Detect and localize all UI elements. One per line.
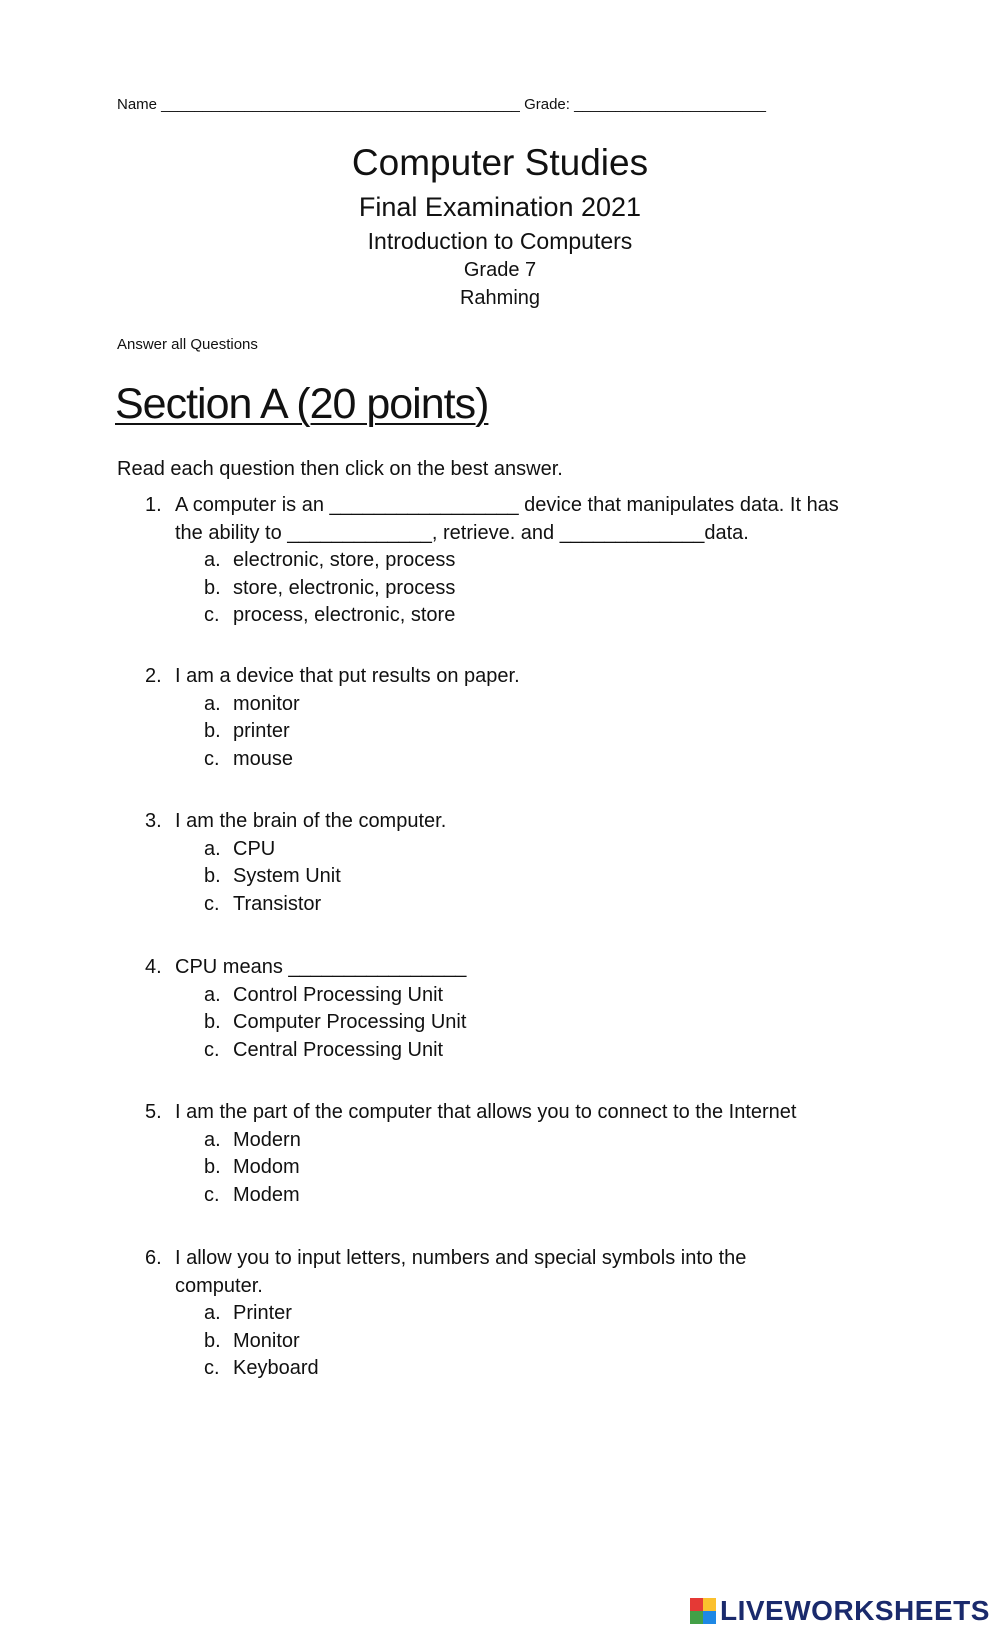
- question-6: [0, 1245, 1000, 1383]
- liveworksheets-logo: [690, 1596, 990, 1626]
- question-text: the ability to _____________, retrieve. and _____________data.: [175, 521, 749, 544]
- question-line: [0, 492, 1000, 520]
- option-text[interactable]: Central Processing Unit: [233, 1038, 444, 1061]
- grade-label: Grade 7: [463, 259, 537, 281]
- option-letter: a.: [204, 1128, 221, 1151]
- option-letter: b.: [204, 576, 221, 599]
- option-letter: a.: [204, 983, 221, 1006]
- question-line: [0, 520, 1000, 548]
- option-letter: c.: [204, 604, 220, 626]
- question-text: computer.: [175, 1274, 263, 1297]
- answer-option[interactable]: [0, 1182, 1000, 1210]
- option-text[interactable]: store, electronic, process: [233, 576, 456, 599]
- question-text: CPU means ________________: [175, 956, 467, 978]
- option-letter: b.: [204, 1329, 221, 1352]
- question-4: [0, 954, 1000, 1064]
- logo-text: LIVEWORKSHEETS: [720, 1595, 990, 1626]
- answer-option[interactable]: [0, 602, 1000, 630]
- question-line: [0, 954, 1000, 982]
- option-letter: a.: [204, 692, 221, 715]
- answer-option[interactable]: [0, 1328, 1000, 1356]
- answer-option[interactable]: [0, 1009, 1000, 1037]
- exam-title: Final Examination 2021: [358, 192, 642, 222]
- question-1: [0, 492, 1000, 630]
- option-letter: c.: [204, 1183, 220, 1206]
- option-text[interactable]: process, electronic, store: [233, 604, 456, 626]
- answer-option[interactable]: [0, 1355, 1000, 1383]
- answer-option[interactable]: [0, 1037, 1000, 1065]
- option-text[interactable]: Modom: [233, 1156, 300, 1178]
- option-text[interactable]: Transistor: [233, 892, 322, 915]
- question-text: I am the part of the computer that allows you to connect to the Internet: [175, 1101, 797, 1123]
- question-line: [0, 663, 1000, 691]
- question-3: [0, 808, 1000, 918]
- option-text[interactable]: Monitor: [233, 1329, 300, 1352]
- option-letter: c.: [204, 747, 220, 770]
- question-number: 5.: [145, 1101, 162, 1123]
- course-title: Introduction to Computers: [367, 228, 633, 254]
- logo-mark-icon: [690, 1598, 716, 1624]
- section-heading: Section A (20 points): [115, 380, 489, 428]
- option-text[interactable]: Computer Processing Unit: [233, 1011, 467, 1033]
- question-text: I allow you to input letters, numbers and special symbols into the: [175, 1247, 747, 1269]
- question-number: 1.: [145, 494, 162, 516]
- answer-option[interactable]: [0, 547, 1000, 575]
- answer-option[interactable]: [0, 691, 1000, 719]
- answer-option[interactable]: [0, 836, 1000, 864]
- option-letter: c.: [204, 1038, 220, 1061]
- question-text: I am the brain of the computer.: [175, 810, 447, 832]
- answer-option[interactable]: [0, 575, 1000, 603]
- answer-option[interactable]: [0, 863, 1000, 891]
- answer-option[interactable]: [0, 1127, 1000, 1155]
- question-line: [0, 1245, 1000, 1273]
- option-text[interactable]: Control Processing Unit: [233, 983, 444, 1006]
- question-number: 2.: [145, 665, 162, 687]
- option-letter: a.: [204, 837, 221, 860]
- option-text[interactable]: Printer: [233, 1302, 292, 1324]
- answer-option[interactable]: [0, 718, 1000, 746]
- question-number: 4.: [145, 956, 162, 978]
- option-letter: b.: [204, 1156, 221, 1178]
- option-text[interactable]: printer: [233, 720, 290, 742]
- option-text[interactable]: Keyboard: [233, 1357, 319, 1379]
- answer-option[interactable]: [0, 982, 1000, 1010]
- answer-option[interactable]: [0, 1300, 1000, 1328]
- answer-option[interactable]: [0, 891, 1000, 919]
- option-text[interactable]: Modem: [233, 1183, 300, 1206]
- page-title: Computer Studies: [351, 142, 649, 183]
- option-text[interactable]: mouse: [233, 747, 294, 770]
- option-text[interactable]: monitor: [233, 692, 300, 715]
- question-text: A computer is an _________________ device that manipulates data. It has: [175, 494, 839, 516]
- answer-option[interactable]: [0, 1154, 1000, 1182]
- question-5: [0, 1099, 1000, 1209]
- option-letter: b.: [204, 865, 221, 887]
- option-letter: c.: [204, 892, 220, 915]
- option-letter: b.: [204, 1011, 221, 1033]
- option-letter: b.: [204, 720, 221, 742]
- question-line: [0, 1273, 1000, 1301]
- teacher-name: Rahming: [459, 287, 541, 309]
- option-letter: c.: [204, 1357, 220, 1379]
- question-line: [0, 808, 1000, 836]
- section-prompt: Read each question then click on the best answer.: [117, 458, 563, 480]
- option-letter: a.: [204, 549, 221, 571]
- option-text[interactable]: System Unit: [233, 865, 341, 887]
- option-text[interactable]: electronic, store, process: [233, 549, 456, 571]
- instructions: Answer all Questions: [117, 336, 258, 353]
- option-text[interactable]: Modern: [233, 1128, 301, 1151]
- question-text: I am a device that put results on paper.: [175, 665, 520, 687]
- question-number: 3.: [145, 810, 162, 832]
- question-line: [0, 1099, 1000, 1127]
- option-text[interactable]: CPU: [233, 837, 276, 860]
- answer-option[interactable]: [0, 746, 1000, 774]
- option-letter: a.: [204, 1302, 221, 1324]
- name-grade-line: Name ___________________________________________ Grade: _______________________: [117, 96, 766, 113]
- question-2: [0, 663, 1000, 773]
- question-number: 6.: [145, 1247, 162, 1269]
